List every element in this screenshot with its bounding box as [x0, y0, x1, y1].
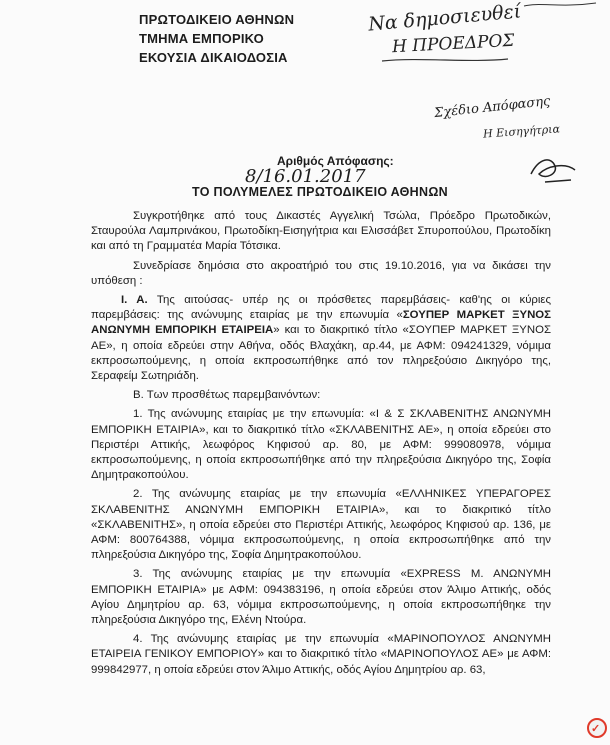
party-a-heading: Ι. Α. — [121, 294, 148, 307]
intervener-1: 1. Της ανώνυμης εταιρίας με την επωνυμία: «Ι & Σ ΣΚΛΑΒΕΝΙΤΗΣ ΑΝΩΝΥΜΗ ΕΜΠΟΡΙΚΗ ΕΤΑΙΡΙΑ», και το διακριτικό τίτλο «ΣΚΛΑΒΕΝΙΤΗΣ ΑΕ», η οποία εδρεύει στο Περιστέρι Αττικής, λεωφόρος Κηφισού αρ. 80, με ΑΦΜ: 999080978, νόμιμα εκπροσωπούμενης, η οποία εκπροσωπήθηκε από την πληρεξούσια Δικηγόρο της, Σοφία Δημητρακοπούλου. — [91, 408, 551, 482]
signature-mark — [525, 152, 580, 186]
party-b-heading: Β. Των προσθέτως παρεμβαινόντων: — [133, 389, 321, 402]
court-header — [139, 10, 294, 67]
party-a-text: Της αιτούσας- υπέρ ης οι πρόσθετες παρεμβάσεις- καθ'ης οι κύριες παρεμβάσεις: της ανώνυμης εταιρίας με την επωνυμία « — [91, 294, 552, 322]
intervener-4: 4. Της ανώνυμης εταιρίας με την επωνυμία «ΜΑΡΙΝΟΠΟΥΛΟΣ ΑΝΩΝΥΜΗ ΕΤΑΙΡΕΙΑ ΓΕΝΙΚΟΥ ΕΜΠΟΡΙΟΥ» και το διακριτικό τίτλο «ΜΑΡΙΝΟΠΟΥΛΟΣ ΑΕ» με ΑΦΜ: 999842977, η οποία εδρεύει στον Άλιμο Αττικής, οδός Αγίου Δημητρίου αρ. 63, — [91, 633, 551, 676]
underline-stroke — [380, 56, 510, 64]
party-a-rest: » και το διακριτικό τίτλο «ΣΟΥΠΕΡ ΜΑΡΚΕΤ ΞΥΝΟΣ ΑΕ», η οποία εδρεύει στην Αθήνα, οδός Βλαχάκη, αρ.44, με ΑΦΜ: 094241329, νόμιμα εκπροσωπούμενης, η οποία εκπροσωπήθηκε από τον πληρεξούσιο Δικηγόρο της, Σεραφείμ Σωτηριάδη. — [91, 324, 551, 383]
party-a-paragraph — [91, 293, 551, 384]
handwritten-publish: Να δημοσιευθεί — [367, 0, 523, 36]
header-line-1: ΠΡΩΤΟΔΙΚΕΙΟ ΑΘΗΝΩΝ — [139, 12, 295, 27]
party-a-company: ΣΟΥΠΕΡ ΜΑΡΚΕΤ ΞΥΝΟΣ ΑΝΩΝΥΜΗ ΕΜΠΟΡΙΚΗ ΕΤΑΙΡΕΙΑ — [91, 309, 551, 337]
handwritten-president: Η ΠΡΟΕΔΡΟΣ — [391, 30, 515, 58]
top-scribble-mark — [520, 0, 600, 10]
handwritten-draft-note: Σχέδιο Απόφασης — [433, 93, 551, 122]
composition-paragraph: Συγκροτήθηκε από τους Δικαστές Αγγελική Τσώλα, Πρόεδρο Πρωτοδικών, Σταυρούλα Λαμπρινάκου, Πρωτοδίκη-Εισηγήτρια και Ελισσάβετ Σπυροπούλου, Πρωτοδίκη και από τη Γραμματέα Μαρία Τότσικα. — [91, 210, 551, 253]
decision-number: 8/16.01.2017 — [245, 166, 366, 187]
court-title: ΤΟ ΠΟΛΥΜΕΛΕΣ ΠΡΩΤΟΔΙΚΕΙΟ ΑΘΗΝΩΝ — [192, 185, 448, 199]
site-logo-icon: ✓ — [587, 718, 607, 738]
header-line-3: ΕΚΟΥΣΙΑ ΔΙΚΑΙΟΔΟΣΙΑ — [139, 50, 288, 65]
header-line-2: ΤΜΗΜΑ ΕΜΠΟΡΙΚΟ — [139, 31, 264, 46]
session-paragraph: Συνεδρίασε δημόσια στο ακροατήριό του στις 19.10.2016, για να δικάσει την υπόθεση : — [91, 259, 551, 287]
handwritten-rapporteur: Η Εισηγήτρια — [482, 122, 561, 141]
decision-number-label: Αριθμός Απόφασης: — [277, 154, 394, 168]
intervener-2: 2. Της ανώνυμης εταιρίας με την επωνυμία «ΕΛΛΗΝΙΚΕΣ ΥΠΕΡΑΓΟΡΕΣ ΣΚΛΑΒΕΝΙΤΗΣ ΑΝΩΝΥΜΗ ΕΜΠΟΡΙΚΗ ΕΤΑΙΡΙΑ», και το διακριτικό τίτλο «ΣΚΛΑΒΕΝΙΤΗΣ», η οποία εδρεύει στο Περιστέρι Αττικής, λεωφόρος Κηφισού αρ. 136, με ΑΦΜ: 800764388, νόμιμα εκπροσωπούμενης, η οποία εκπροσωπήθηκε από την πληρεξούσια Δικηγόρο της, Σοφία Δημητρακοπούλου. — [91, 488, 551, 562]
document-body — [91, 209, 551, 682]
intervener-3: 3. Της ανώνυμης εταιρίας με την επωνυμία «EXPRESS Μ. ΑΝΩΝΥΜΗ ΕΜΠΟΡΙΚΗ ΕΤΑΙΡΙΑ» με ΑΦΜ: 094383196, η οποία εδρεύει στον Άλιμο Αττικής, οδός Αγίου Δημητρίου αρ. 63, νόμιμα εκπροσωπούμενης, η οποία εκπροσωπήθηκε την πληρεξούσια Δικηγόρο της, Ελένη Ντούρα. — [91, 568, 551, 627]
